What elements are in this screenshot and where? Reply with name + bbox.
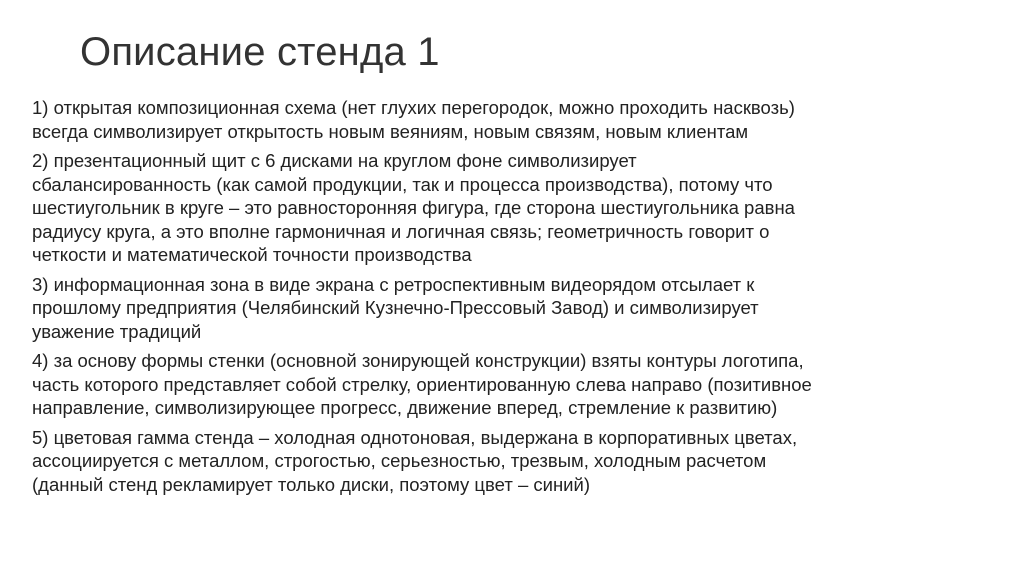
slide-body — [32, 96, 992, 502]
paragraph-line: 3) информационная зона в виде экрана с ретроспективным видеорядом отсылает к — [32, 273, 755, 295]
paragraph-line: четкости и математической точности производства — [32, 244, 472, 265]
paragraph-line: направление, символизирующее прогресс, движение вперед, стремление к развитию) — [32, 397, 778, 418]
paragraph-line: 2) презентационный щит с 6 дисками на круглом фоне символизирует — [32, 150, 637, 171]
paragraph-line: шестиугольник в круге – это равносторонняя фигура, где сторона шестиугольника равна — [32, 197, 795, 218]
paragraph-line: всегда символизирует открытость новым веяниям, новым связям, новым клиентам — [32, 120, 749, 142]
paragraph-line: прошлому предприятия (Челябинский Кузнечно-Прессовый Завод) и символизирует — [32, 297, 759, 318]
paragraph-4 — [32, 349, 992, 420]
paragraph-line: 4) за основу формы стенки (основной зонирующей конструкции) взяты контуры логотипа, — [32, 350, 804, 371]
paragraph-line: 5) цветовая гамма стенда – холодная однотоновая, выдержана в корпоративных цветах, — [32, 426, 798, 448]
paragraph-5 — [32, 426, 992, 497]
paragraph-line: ассоциируется с металлом, строгостью, серьезностью, трезвым, холодным расчетом — [32, 450, 767, 471]
paragraph-3 — [32, 273, 992, 344]
paragraph-line: уважение традиций — [32, 320, 202, 342]
paragraph-line: (данный стенд рекламирует только диски, поэтому цвет – синий) — [32, 473, 590, 495]
slide-title: Описание стенда 1 — [80, 30, 440, 74]
paragraph-2 — [32, 149, 992, 267]
paragraph-line: часть которого представляет собой стрелку, ориентированную слева направо (позитивное — [32, 373, 812, 395]
paragraph-line: радиусу круга, а это вполне гармоничная и логичная связь; геометричность говорит о — [32, 220, 770, 242]
paragraph-line: 1) открытая композиционная схема (нет глухих перегородок, можно проходить насквозь) — [32, 97, 795, 118]
paragraph-line: сбалансированность (как самой продукции, так и процесса производства), потому что — [32, 173, 773, 195]
paragraph-1 — [32, 96, 992, 143]
